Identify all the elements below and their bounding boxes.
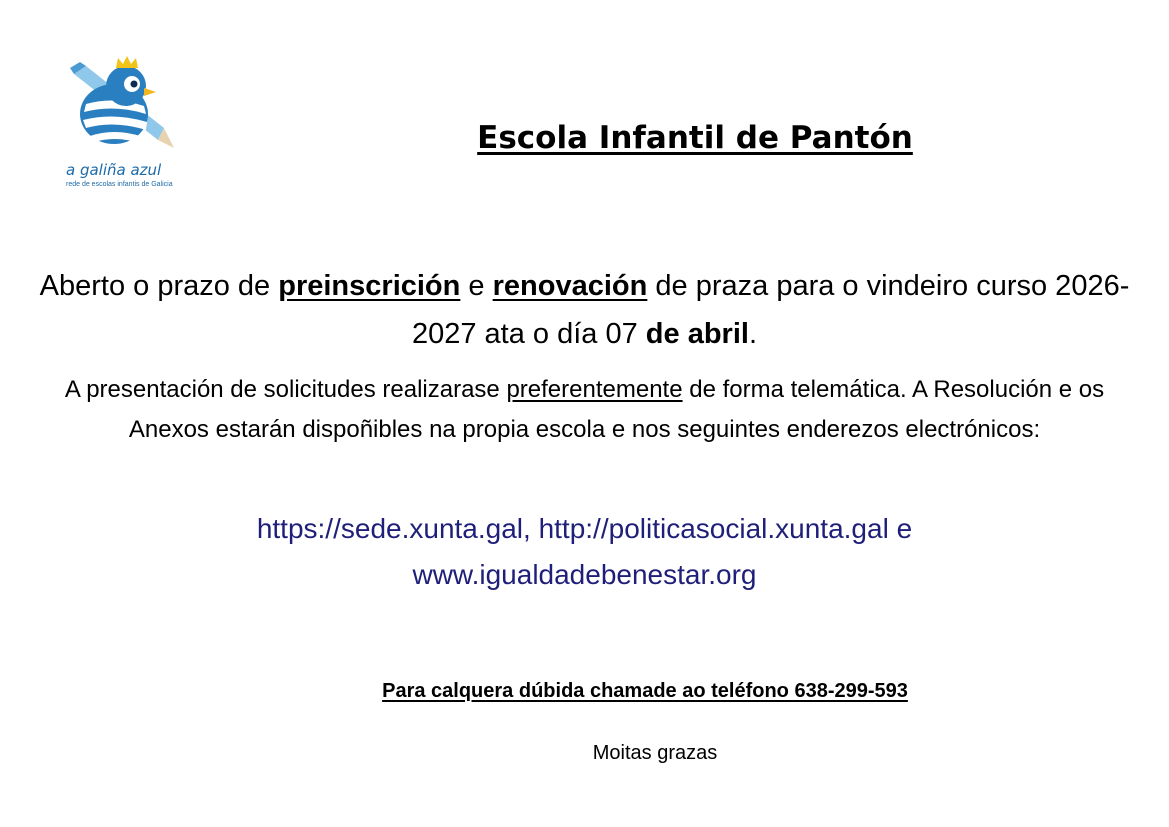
preinscricion-text: preinscrición: [278, 270, 461, 302]
deadline-text: de abril: [645, 318, 749, 350]
link-igualdadebenestar[interactable]: www.igualdadebenestar.org: [412, 559, 757, 590]
link-sede-xunta[interactable]: https://sede.xunta.gal: [256, 513, 524, 544]
lead-text-3: de praza para o vindeiro curso 2026-2027 ata o día 07: [411, 270, 1130, 350]
links-separator-1: ,: [523, 513, 539, 544]
preferentemente-text: preferentemente: [506, 376, 683, 403]
links-separator-2: e: [888, 513, 913, 544]
logo-name: a galiña azul: [66, 161, 162, 179]
page-title: Escola Infantil de Pantón: [477, 120, 913, 156]
link-politicasocial[interactable]: http://politicasocial.xunta.gal: [538, 513, 889, 544]
thanks-text: Moitas grazas: [592, 742, 718, 764]
logo: [58, 56, 188, 196]
lead-text-1: Aberto o prazo de: [39, 270, 279, 302]
lead-paragraph: [30, 262, 1139, 358]
body-text-2: de forma telemática. A Resolución e os Anexos estarán dispoñibles na propia escola e nos seguintes enderezos electrónicos:: [128, 376, 1105, 443]
contact-line: Para calquera dúbida chamade ao teléfono 638-299-593: [382, 680, 908, 702]
renovacion-text: renovación: [492, 270, 648, 302]
lead-text-4: .: [748, 318, 758, 350]
body-paragraph: [40, 370, 1129, 450]
body-text-1: A presentación de solicitudes realizarase: [64, 376, 507, 403]
lead-text-2: e: [460, 270, 493, 302]
hen-mascot-icon: [66, 56, 176, 156]
logo-subtitle: rede de escolas infantis de Galicia: [66, 181, 173, 188]
links-paragraph: [40, 506, 1129, 598]
